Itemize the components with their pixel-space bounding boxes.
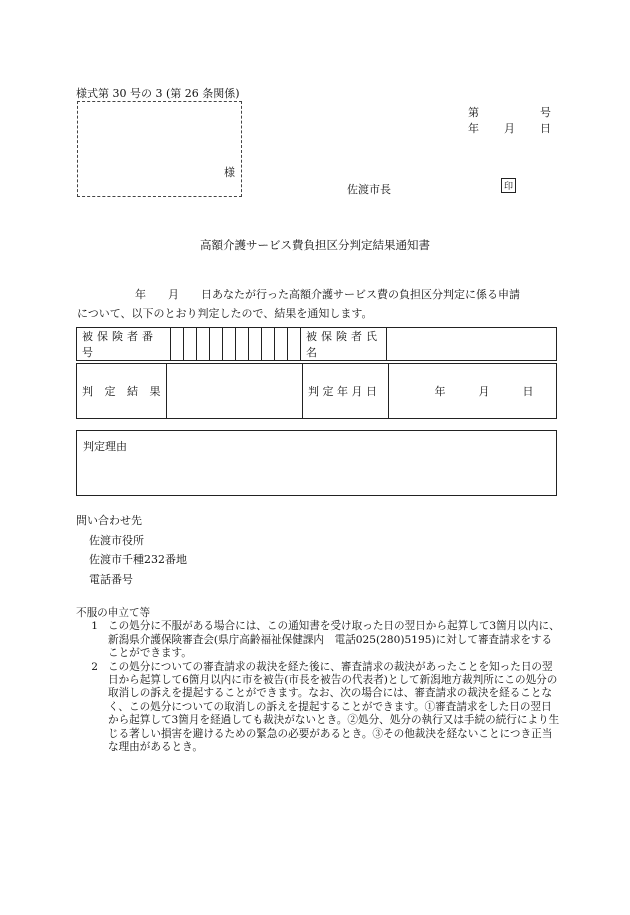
seal-stamp: 印: [501, 178, 516, 193]
objection-item-text: この処分に不服がある場合には、この通知書を受け取った日の翌日から起算して3箇月以内に、新潟県介護保険審査会(県庁高齢福祉保健課内 電話025(280)5195)に対して審査請求をすることができます。: [108, 620, 560, 660]
result-table: [76, 363, 557, 419]
insured-number-digit-8[interactable]: [262, 328, 275, 361]
objection-item-number: 1: [91, 620, 98, 633]
contact-address: 佐渡市千種232番地: [89, 553, 187, 566]
contact-phone-label: 電話番号: [89, 572, 133, 586]
intro-line-1: 年 月 日あなたが行った高額介護サービス費の負担区分判定に係る申請: [135, 288, 520, 301]
addressee-suffix: 様: [224, 166, 235, 179]
doc-number-prefix: 第: [468, 106, 479, 119]
intro-line-2: について、以下のとおり判定したので、結果を通知します。: [77, 307, 373, 320]
insured-number-digit-3[interactable]: [197, 328, 210, 361]
insured-number-digit-9[interactable]: [275, 328, 288, 361]
insured-info-table: [76, 327, 557, 361]
decision-date-label: 判 定 年 月 日: [303, 364, 389, 419]
form-id: 様式第 30 号の 3 (第 26 条関係): [76, 87, 240, 100]
objection-item: [76, 620, 560, 660]
addressee-box[interactable]: [77, 101, 242, 197]
contact-heading: 問い合わせ先: [76, 514, 142, 527]
decision-date-year: 年: [434, 385, 446, 398]
reason-box[interactable]: [76, 430, 557, 496]
insured-number-digit-7[interactable]: [249, 328, 262, 361]
insured-number-digit-2[interactable]: [184, 328, 197, 361]
objection-section: [76, 607, 560, 754]
result-field[interactable]: [167, 364, 303, 419]
insured-number-digit-6[interactable]: [236, 328, 249, 361]
insured-name-field[interactable]: [387, 328, 557, 361]
insured-number-digit-10[interactable]: [288, 328, 301, 361]
issuer-name: 佐渡市長: [347, 183, 391, 196]
contact-office: 佐渡市役所: [89, 533, 144, 547]
objection-item-text: この処分についての審査請求の裁決を経た後に、審査請求の裁決があったことを知った日の翌日から起算して6箇月以内に市を被告(市長を被告の代表者)として新潟地方裁判所にこの処分の取消しの訴えを提起することができます。なお、次の場合には、審査請求の裁決を経ることなく、この処分についての取消しの訴えを提起することができます。①審査請求をした日の翌日から起算して3箇月を経過しても裁決がないとき。②処分、処分の執行又は手続の続行により生じる著しい損害を避けるための緊急の必要があるとき。③その他裁決を経ないことにつき正当な理由があるとき。: [108, 660, 560, 754]
insured-number-digit-5[interactable]: [223, 328, 236, 361]
reason-label: 判定理由: [83, 440, 127, 453]
doc-date-month: 月: [504, 122, 515, 135]
insured-name-label: 被保険者氏名: [301, 328, 387, 361]
doc-date-year: 年: [468, 122, 479, 135]
decision-date-day: 日: [522, 385, 534, 398]
decision-date-field[interactable]: [389, 364, 557, 419]
doc-number-suffix: 号: [540, 106, 551, 119]
contact-section: [76, 511, 187, 589]
objection-item-number: 2: [91, 660, 98, 673]
objection-item: [76, 661, 560, 755]
insured-number-digit-4[interactable]: [210, 328, 223, 361]
objection-heading: 不服の申立て等: [76, 607, 151, 619]
doc-date-day: 日: [540, 122, 551, 135]
insured-number-digit-1[interactable]: [171, 328, 184, 361]
result-label: 判 定 結 果: [77, 364, 167, 419]
intro-text: [77, 285, 557, 323]
document-title: 高額介護サービス費負担区分判定結果通知書: [200, 238, 430, 252]
insured-number-label: 被保険者番号: [77, 328, 171, 361]
decision-date-month: 月: [478, 385, 490, 398]
